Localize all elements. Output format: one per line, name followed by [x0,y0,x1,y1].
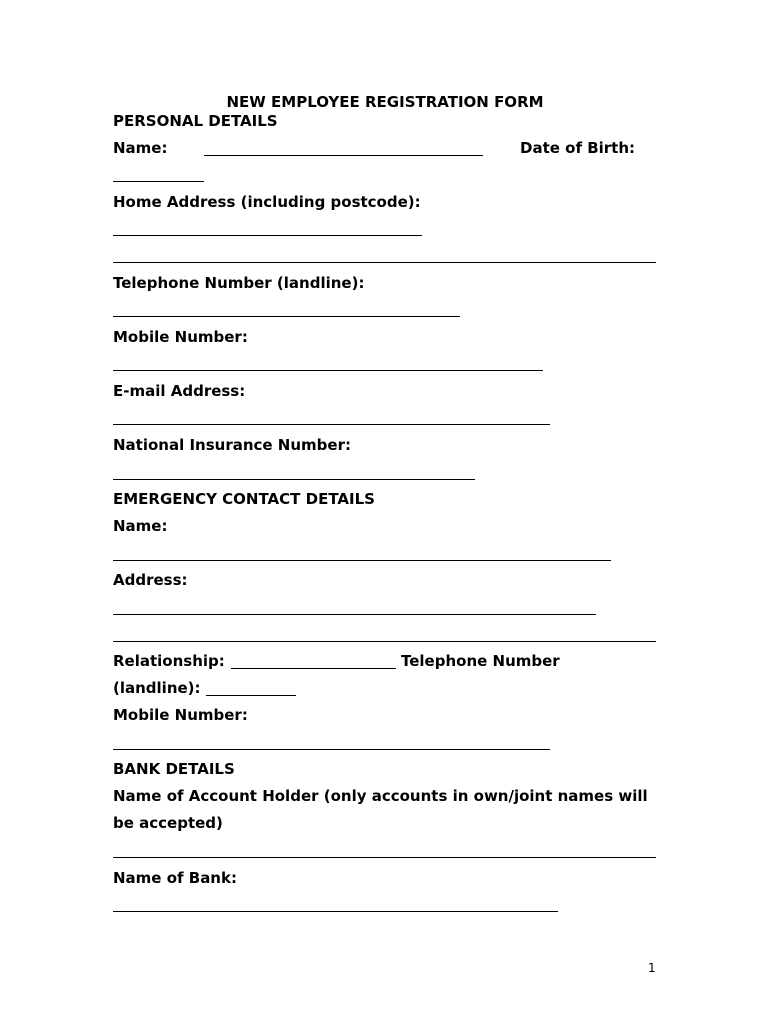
account-holder-label-line-2: be accepted) [113,814,223,832]
date-of-birth-label: Date of Birth: [520,139,636,157]
relationship-field-line[interactable] [231,668,396,669]
bank-name-field-line[interactable] [113,911,558,912]
emergency-name-field-line[interactable] [113,560,611,561]
emergency-contact-heading: EMERGENCY CONTACT DETAILS [113,490,375,508]
emergency-landline-label: (landline): [113,679,201,697]
account-holder-field-line[interactable] [113,857,656,858]
landline-label: Telephone Number (landline): [113,274,365,292]
email-label: E-mail Address: [113,382,246,400]
email-field-line[interactable] [113,424,550,425]
emergency-telephone-label: Telephone Number [401,652,560,670]
emergency-address-label: Address: [113,571,188,589]
page-number: 1 [648,961,656,975]
name-label: Name: [113,139,168,157]
emergency-name-label: Name: [113,517,168,535]
emergency-address-field-line-1[interactable] [113,614,596,615]
home-address-field-line-1[interactable] [113,235,422,236]
personal-details-heading: PERSONAL DETAILS [113,112,278,130]
account-holder-label-line-1: Name of Account Holder (only accounts in own/joint names will [113,787,648,805]
national-insurance-field-line[interactable] [113,479,475,480]
mobile-label: Mobile Number: [113,328,248,346]
name-field-line[interactable] [204,155,483,156]
form-title: NEW EMPLOYEE REGISTRATION FORM [226,93,544,111]
date-of-birth-field-line[interactable] [113,181,204,182]
mobile-field-line[interactable] [113,370,543,371]
emergency-landline-field-line[interactable] [206,695,296,696]
home-address-label: Home Address (including postcode): [113,193,421,211]
relationship-label: Relationship: [113,652,225,670]
landline-field-line[interactable] [113,316,460,317]
bank-name-label: Name of Bank: [113,869,237,887]
emergency-mobile-label: Mobile Number: [113,706,248,724]
emergency-mobile-field-line[interactable] [113,749,550,750]
national-insurance-label: National Insurance Number: [113,436,351,454]
home-address-field-line-2[interactable] [113,262,656,263]
bank-details-heading: BANK DETAILS [113,760,235,778]
emergency-address-field-line-2[interactable] [113,641,656,642]
